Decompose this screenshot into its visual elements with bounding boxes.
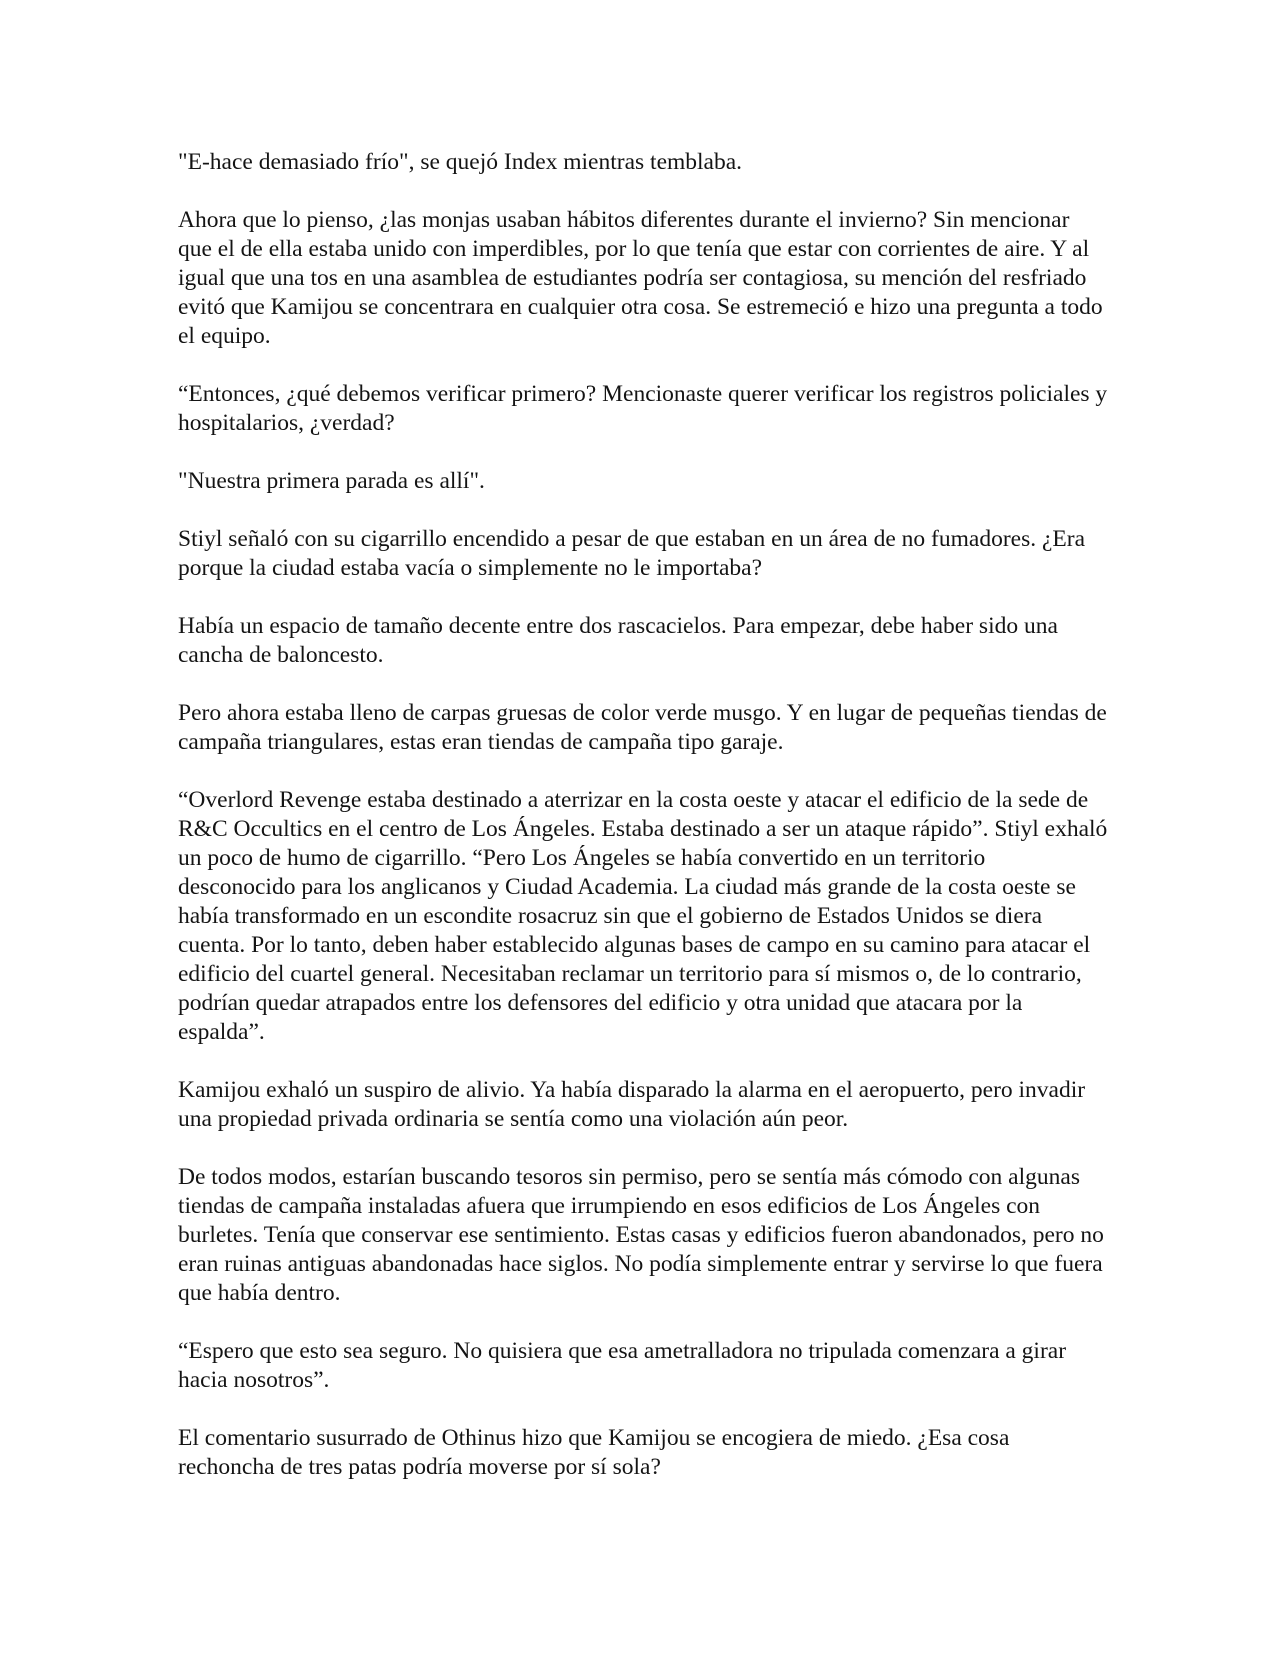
paragraph-1: "E-hace demasiado frío", se quejó Index mientras temblaba. xyxy=(178,149,743,175)
paragraph-12: El comentario susurrado de Othinus hizo que Kamijou se encogiera de miedo. ¿Esa cosa rechoncha de tres patas podría moverse por sí sola? xyxy=(178,1425,1010,1480)
paragraph-11: “Espero que esto sea seguro. No quisiera que esa ametralladora no tripulada comenzara a girar hacia nosotros”. xyxy=(178,1338,1067,1393)
paragraph-3: “Entonces, ¿qué debemos verificar primero? Mencionaste querer verificar los registros policiales y hospitalarios, ¿verdad? xyxy=(178,381,1108,436)
paragraph-2: Ahora que lo pienso, ¿las monjas usaban hábitos diferentes durante el invierno? Sin mencionar que el de ella estaba unido con imperdibles, por lo que tenía que estar con corrientes de aire. Y al igual que una tos en una asamblea de estudiantes podría ser contagiosa, su mención del resfriado evitó que Kamijou se concentrara en cualquier otra cosa. Se estremeció e hizo una pregunta a todo el equipo. xyxy=(178,207,1103,349)
paragraph-9: Kamijou exhaló un suspiro de alivio. Ya había disparado la alarma en el aeropuerto, pero invadir una propiedad privada ordinaria se sentía como una violación aún peor. xyxy=(178,1077,1086,1132)
paragraph-7: Pero ahora estaba lleno de carpas gruesas de color verde musgo. Y en lugar de pequeñas tiendas de campaña triangulares, estas eran tiendas de campaña tipo garaje. xyxy=(178,700,1107,755)
paragraph-4: "Nuestra primera parada es allí". xyxy=(178,468,485,494)
paragraph-8: “Overlord Revenge estaba destinado a aterrizar en la costa oeste y atacar el edificio de la sede de R&C Occultics en el centro de Los Ángeles. Estaba destinado a ser un ataque rápido”. Stiyl exhaló un poco de humo de cigarrillo. “Pero Los Ángeles se había convertido en un territorio desconocido para los anglicanos y Ciudad Academia. La ciudad más grande de la costa oeste se había transformado en un escondite rosacruz sin que el gobierno de Estados Unidos se diera cuenta. Por lo tanto, deben haber establecido algunas bases de campo en su camino para atacar el edificio del cuartel general. Necesitaban reclamar un territorio para sí mismos o, de lo contrario, podrían quedar atrapados entre los defensores del edificio y otra unidad que atacara por la espalda”. xyxy=(178,787,1108,1045)
paragraph-6: Había un espacio de tamaño decente entre dos rascacielos. Para empezar, debe haber sido una cancha de baloncesto. xyxy=(178,613,1058,668)
document-body xyxy=(178,148,1108,1511)
paragraph-10: De todos modos, estarían buscando tesoros sin permiso, pero se sentía más cómodo con algunas tiendas de campaña instaladas afuera que irrumpiendo en esos edificios de Los Ángeles con burletes. Tenía que conservar ese sentimiento. Estas casas y edificios fueron abandonados, pero no eran ruinas antiguas abandonadas hace siglos. No podía simplemente entrar y servirse lo que fuera que había dentro. xyxy=(178,1164,1104,1306)
paragraph-5: Stiyl señaló con su cigarrillo encendido a pesar de que estaban en un área de no fumadores. ¿Era porque la ciudad estaba vacía o simplemente no le importaba? xyxy=(178,526,1086,581)
